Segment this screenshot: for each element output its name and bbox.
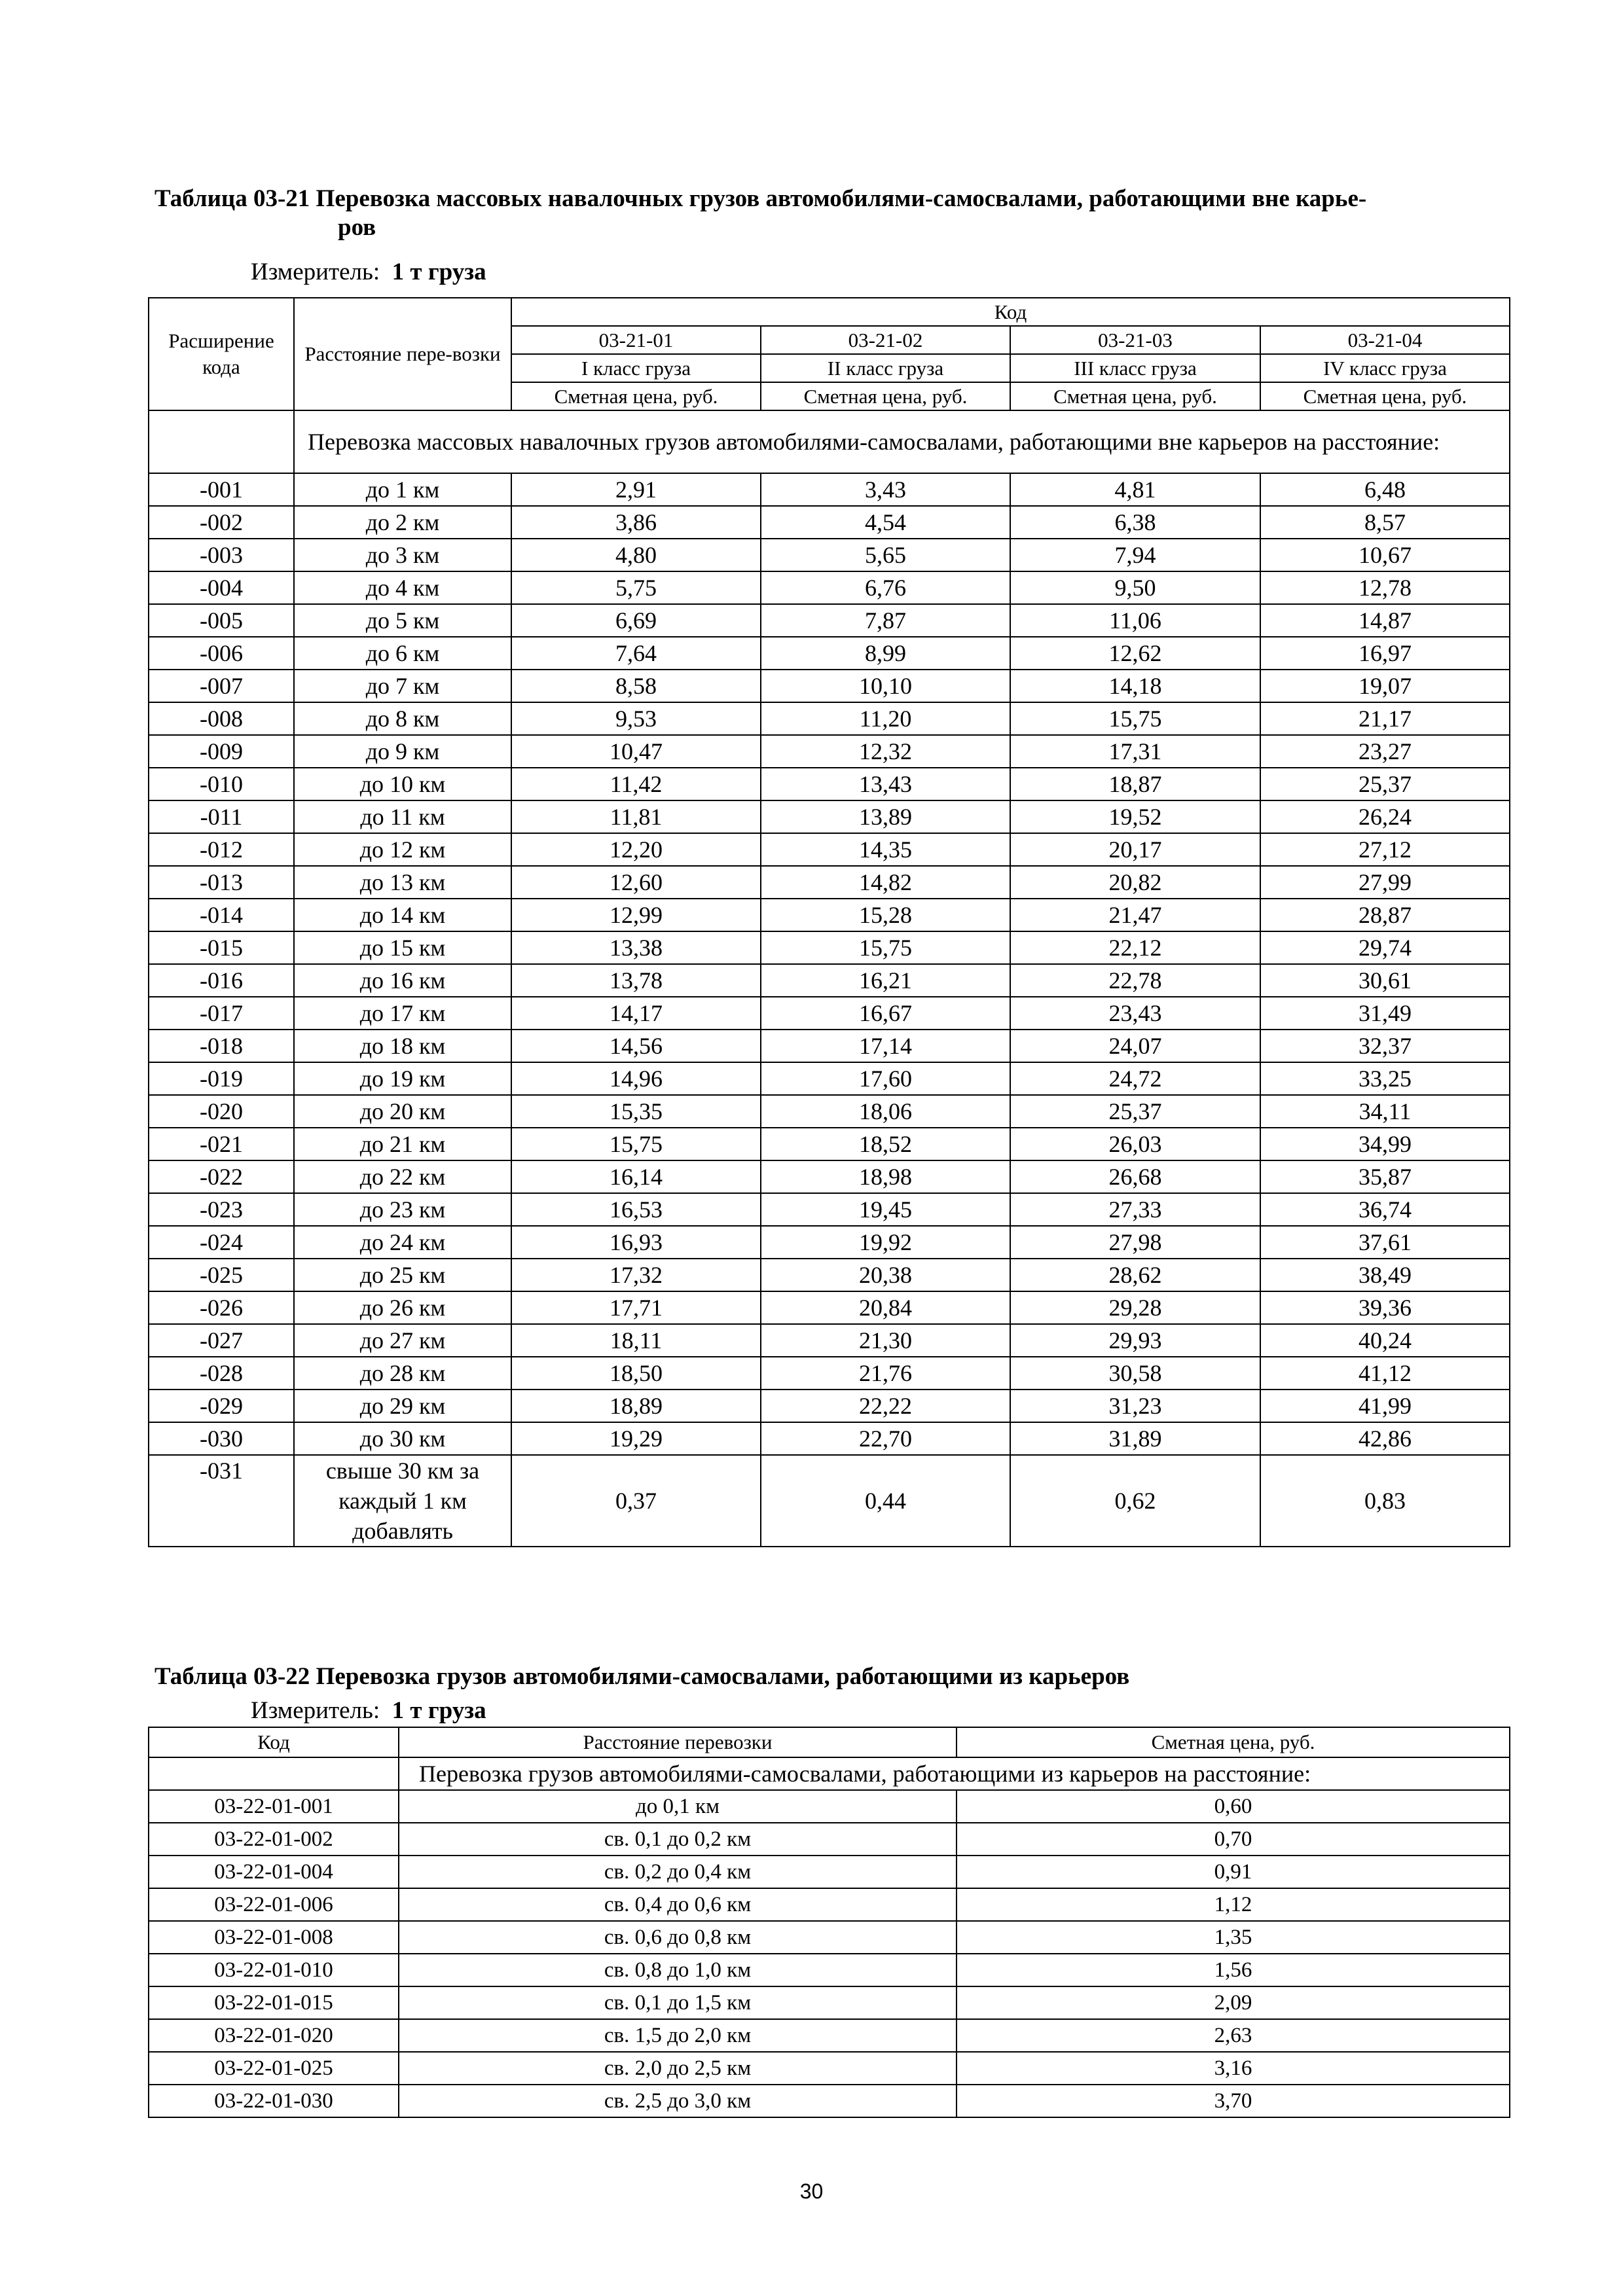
row-distance: св. 0,8 до 1,0 км bbox=[399, 1954, 957, 1986]
header-price-cell: Сметная цена, руб. bbox=[1260, 382, 1510, 410]
table-row bbox=[149, 899, 1510, 931]
row-price: 11,81 bbox=[511, 800, 761, 833]
row-price: 0,62 bbox=[1010, 1455, 1260, 1547]
table-03-21-title bbox=[155, 185, 1529, 242]
row-distance: до 22 км bbox=[294, 1160, 511, 1193]
row-price: 26,03 bbox=[1010, 1128, 1260, 1160]
row-distance: до 5 км bbox=[294, 604, 511, 637]
row-code: 03-22-01-008 bbox=[149, 1921, 399, 1954]
row-price: 15,75 bbox=[1010, 702, 1260, 735]
row-price: 0,70 bbox=[957, 1823, 1510, 1856]
header-code-cell: 03-21-02 bbox=[761, 326, 1010, 354]
row-price: 6,69 bbox=[511, 604, 761, 637]
row-price: 7,87 bbox=[761, 604, 1010, 637]
row-price: 15,75 bbox=[511, 1128, 761, 1160]
row-price: 39,36 bbox=[1260, 1291, 1510, 1324]
table-row bbox=[149, 1128, 1510, 1160]
row-distance: до 26 км bbox=[294, 1291, 511, 1324]
table-row bbox=[149, 1986, 1510, 2019]
row-code: -011 bbox=[149, 800, 294, 833]
row-distance: до 27 км bbox=[294, 1324, 511, 1357]
row-code: 03-22-01-030 bbox=[149, 2085, 399, 2117]
row-price: 5,65 bbox=[761, 539, 1010, 571]
row-price: 4,54 bbox=[761, 506, 1010, 539]
table-row bbox=[149, 506, 1510, 539]
row-price: 10,10 bbox=[761, 670, 1010, 702]
row-price: 11,42 bbox=[511, 768, 761, 800]
row-code: 03-22-01-015 bbox=[149, 1986, 399, 2019]
row-code: -008 bbox=[149, 702, 294, 735]
row-distance: до 17 км bbox=[294, 997, 511, 1030]
table-row bbox=[149, 964, 1510, 997]
table-row bbox=[149, 2019, 1510, 2052]
row-code: -012 bbox=[149, 833, 294, 866]
row-price: 18,06 bbox=[761, 1095, 1010, 1128]
row-price: 17,31 bbox=[1010, 735, 1260, 768]
row-price: 8,58 bbox=[511, 670, 761, 702]
table-row bbox=[149, 571, 1510, 604]
row-distance: до 29 км bbox=[294, 1390, 511, 1422]
row-price: 19,52 bbox=[1010, 800, 1260, 833]
row-price: 27,99 bbox=[1260, 866, 1510, 899]
row-code: 03-22-01-002 bbox=[149, 1823, 399, 1856]
row-price: 18,98 bbox=[761, 1160, 1010, 1193]
row-distance: св. 0,6 до 0,8 км bbox=[399, 1921, 957, 1954]
section-caption: Перевозка массовых навалочных грузов автомобилями-самосвалами, работающими вне карьеров на расстояние: bbox=[294, 410, 1510, 473]
table-row bbox=[149, 1062, 1510, 1095]
row-distance: до 11 км bbox=[294, 800, 511, 833]
row-distance: до 23 км bbox=[294, 1193, 511, 1226]
table-row bbox=[149, 1160, 1510, 1193]
title-line-2: ров bbox=[338, 214, 376, 241]
header-price-cell: Сметная цена, руб. bbox=[511, 382, 761, 410]
row-price: 19,29 bbox=[511, 1422, 761, 1455]
row-price: 27,98 bbox=[1010, 1226, 1260, 1259]
row-price: 24,72 bbox=[1010, 1062, 1260, 1095]
table-row bbox=[149, 800, 1510, 833]
table-row bbox=[149, 637, 1510, 670]
row-code: -013 bbox=[149, 866, 294, 899]
header-code-cell: 03-21-01 bbox=[511, 326, 761, 354]
row-price: 19,92 bbox=[761, 1226, 1010, 1259]
row-code: -018 bbox=[149, 1030, 294, 1062]
title-line: Таблица 03-22 Перевозка грузов автомобилями-самосвалами, работающими из карьеров bbox=[155, 1663, 1130, 1690]
row-code: -003 bbox=[149, 539, 294, 571]
row-code: -002 bbox=[149, 506, 294, 539]
row-distance: до 21 км bbox=[294, 1128, 511, 1160]
table-row bbox=[149, 2052, 1510, 2085]
table-row bbox=[149, 670, 1510, 702]
row-price: 23,43 bbox=[1010, 997, 1260, 1030]
row-distance: св. 0,4 до 0,6 км bbox=[399, 1888, 957, 1921]
row-distance: до 28 км bbox=[294, 1357, 511, 1390]
table-row bbox=[149, 1357, 1510, 1390]
measure-label: Измеритель: bbox=[251, 259, 380, 285]
row-distance: свыше 30 км за каждый 1 км добавлять bbox=[294, 1455, 511, 1547]
row-code: -029 bbox=[149, 1390, 294, 1422]
row-price: 35,87 bbox=[1260, 1160, 1510, 1193]
row-distance: до 1 км bbox=[294, 473, 511, 506]
row-code: -019 bbox=[149, 1062, 294, 1095]
row-price: 13,43 bbox=[761, 768, 1010, 800]
row-price: 5,75 bbox=[511, 571, 761, 604]
table-03-22 bbox=[148, 1727, 1510, 2118]
header-price-cell: Сметная цена, руб. bbox=[1010, 382, 1260, 410]
row-distance: до 7 км bbox=[294, 670, 511, 702]
row-price: 6,76 bbox=[761, 571, 1010, 604]
header-code-cell: 03-21-04 bbox=[1260, 326, 1510, 354]
row-price: 2,09 bbox=[957, 1986, 1510, 2019]
row-price: 8,57 bbox=[1260, 506, 1510, 539]
row-price: 3,70 bbox=[957, 2085, 1510, 2117]
row-distance: св. 0,1 до 0,2 км bbox=[399, 1823, 957, 1856]
row-price: 30,61 bbox=[1260, 964, 1510, 997]
row-price: 6,38 bbox=[1010, 506, 1260, 539]
row-price: 11,20 bbox=[761, 702, 1010, 735]
row-distance: св. 0,1 до 1,5 км bbox=[399, 1986, 957, 2019]
row-price: 31,23 bbox=[1010, 1390, 1260, 1422]
row-price: 41,12 bbox=[1260, 1357, 1510, 1390]
row-price: 4,81 bbox=[1010, 473, 1260, 506]
header-code: Код bbox=[511, 298, 1510, 326]
row-price: 18,89 bbox=[511, 1390, 761, 1422]
table-row bbox=[149, 473, 1510, 506]
row-price: 14,17 bbox=[511, 997, 761, 1030]
row-price: 29,28 bbox=[1010, 1291, 1260, 1324]
row-code: -021 bbox=[149, 1128, 294, 1160]
row-price: 16,67 bbox=[761, 997, 1010, 1030]
row-distance: св. 1,5 до 2,0 км bbox=[399, 2019, 957, 2052]
row-price: 16,93 bbox=[511, 1226, 761, 1259]
row-price: 12,20 bbox=[511, 833, 761, 866]
header-distance: Расстояние пере-возки bbox=[294, 298, 511, 410]
table-row bbox=[149, 1856, 1510, 1888]
row-price: 20,82 bbox=[1010, 866, 1260, 899]
table-row bbox=[149, 1291, 1510, 1324]
table-row bbox=[149, 1226, 1510, 1259]
row-code: -016 bbox=[149, 964, 294, 997]
row-distance: до 3 км bbox=[294, 539, 511, 571]
table-03-22-measure bbox=[251, 1696, 486, 1725]
row-price: 14,18 bbox=[1010, 670, 1260, 702]
row-distance: до 12 км bbox=[294, 833, 511, 866]
row-price: 16,14 bbox=[511, 1160, 761, 1193]
row-price: 16,21 bbox=[761, 964, 1010, 997]
row-code: -007 bbox=[149, 670, 294, 702]
row-price: 2,63 bbox=[957, 2019, 1510, 2052]
header-code: Код bbox=[149, 1727, 399, 1757]
row-price: 20,38 bbox=[761, 1259, 1010, 1291]
row-code: 03-22-01-006 bbox=[149, 1888, 399, 1921]
row-price: 30,58 bbox=[1010, 1357, 1260, 1390]
row-price: 29,74 bbox=[1260, 931, 1510, 964]
header-row-1 bbox=[149, 298, 1510, 326]
row-price: 20,84 bbox=[761, 1291, 1010, 1324]
row-distance: до 16 км bbox=[294, 964, 511, 997]
row-price: 12,99 bbox=[511, 899, 761, 931]
row-price: 22,78 bbox=[1010, 964, 1260, 997]
row-price: 1,56 bbox=[957, 1954, 1510, 1986]
table-row bbox=[149, 604, 1510, 637]
header-price-cell: Сметная цена, руб. bbox=[761, 382, 1010, 410]
row-price: 16,53 bbox=[511, 1193, 761, 1226]
table-row bbox=[149, 702, 1510, 735]
row-code: -009 bbox=[149, 735, 294, 768]
table-row bbox=[149, 735, 1510, 768]
row-price: 18,11 bbox=[511, 1324, 761, 1357]
row-code: -020 bbox=[149, 1095, 294, 1128]
table-row bbox=[149, 1030, 1510, 1062]
row-price: 33,25 bbox=[1260, 1062, 1510, 1095]
table-row bbox=[149, 1954, 1510, 1986]
row-price: 7,94 bbox=[1010, 539, 1260, 571]
table-row bbox=[149, 1390, 1510, 1422]
row-code: -031 bbox=[149, 1455, 294, 1547]
row-price: 31,49 bbox=[1260, 997, 1510, 1030]
row-distance: св. 2,5 до 3,0 км bbox=[399, 2085, 957, 2117]
row-price: 22,70 bbox=[761, 1422, 1010, 1455]
table-row bbox=[149, 1259, 1510, 1291]
row-price: 8,99 bbox=[761, 637, 1010, 670]
row-price: 22,22 bbox=[761, 1390, 1010, 1422]
row-price: 24,07 bbox=[1010, 1030, 1260, 1062]
table-row bbox=[149, 931, 1510, 964]
row-price: 9,53 bbox=[511, 702, 761, 735]
row-distance: до 2 км bbox=[294, 506, 511, 539]
row-distance: до 20 км bbox=[294, 1095, 511, 1128]
row-price: 14,35 bbox=[761, 833, 1010, 866]
table-row bbox=[149, 833, 1510, 866]
row-price: 34,99 bbox=[1260, 1128, 1510, 1160]
row-price: 17,14 bbox=[761, 1030, 1010, 1062]
row-distance: до 10 км bbox=[294, 768, 511, 800]
table-row bbox=[149, 1324, 1510, 1357]
row-code: -028 bbox=[149, 1357, 294, 1390]
table-row bbox=[149, 1095, 1510, 1128]
measure-label: Измеритель: bbox=[251, 1697, 380, 1724]
row-price: 37,61 bbox=[1260, 1226, 1510, 1259]
row-price: 19,45 bbox=[761, 1193, 1010, 1226]
row-price: 13,78 bbox=[511, 964, 761, 997]
row-price: 14,56 bbox=[511, 1030, 761, 1062]
row-price: 7,64 bbox=[511, 637, 761, 670]
section-caption: Перевозка грузов автомобилями-самосвалами, работающими из карьеров на расстояние: bbox=[399, 1757, 1510, 1790]
section-empty-cell bbox=[149, 1757, 399, 1790]
row-price: 14,87 bbox=[1260, 604, 1510, 637]
row-price: 21,17 bbox=[1260, 702, 1510, 735]
page-number: 30 bbox=[799, 2179, 824, 2203]
table-row bbox=[149, 2085, 1510, 2117]
row-price: 6,48 bbox=[1260, 473, 1510, 506]
row-price: 19,07 bbox=[1260, 670, 1510, 702]
table-row bbox=[149, 1790, 1510, 1823]
row-price: 26,68 bbox=[1010, 1160, 1260, 1193]
row-distance: до 4 км bbox=[294, 571, 511, 604]
row-price: 15,28 bbox=[761, 899, 1010, 931]
row-distance: до 14 км bbox=[294, 899, 511, 931]
row-price: 0,91 bbox=[957, 1856, 1510, 1888]
row-price: 20,17 bbox=[1010, 833, 1260, 866]
header-row bbox=[149, 1727, 1510, 1757]
row-price: 3,16 bbox=[957, 2052, 1510, 2085]
row-price: 2,91 bbox=[511, 473, 761, 506]
row-distance: до 30 км bbox=[294, 1422, 511, 1455]
row-price: 17,60 bbox=[761, 1062, 1010, 1095]
row-price: 29,93 bbox=[1010, 1324, 1260, 1357]
row-code: 03-22-01-020 bbox=[149, 2019, 399, 2052]
row-price: 36,74 bbox=[1260, 1193, 1510, 1226]
row-price: 18,52 bbox=[761, 1128, 1010, 1160]
row-price: 9,50 bbox=[1010, 571, 1260, 604]
row-code: -024 bbox=[149, 1226, 294, 1259]
row-price: 0,83 bbox=[1260, 1455, 1510, 1547]
row-code: -017 bbox=[149, 997, 294, 1030]
row-distance: до 24 км bbox=[294, 1226, 511, 1259]
row-price: 31,89 bbox=[1010, 1422, 1260, 1455]
row-distance: до 25 км bbox=[294, 1259, 511, 1291]
row-price: 1,12 bbox=[957, 1888, 1510, 1921]
row-price: 3,86 bbox=[511, 506, 761, 539]
table-row-last bbox=[149, 1455, 1510, 1547]
section-empty-cell bbox=[149, 410, 294, 473]
header-class-cell: II класс груза bbox=[761, 354, 1010, 382]
table-row bbox=[149, 1888, 1510, 1921]
row-price: 1,35 bbox=[957, 1921, 1510, 1954]
row-code: -022 bbox=[149, 1160, 294, 1193]
table-row bbox=[149, 1823, 1510, 1856]
row-code: -030 bbox=[149, 1422, 294, 1455]
row-distance: до 18 км bbox=[294, 1030, 511, 1062]
table-row bbox=[149, 768, 1510, 800]
header-class-cell: IV класс груза bbox=[1260, 354, 1510, 382]
table-row bbox=[149, 1921, 1510, 1954]
row-price: 21,47 bbox=[1010, 899, 1260, 931]
row-price: 12,62 bbox=[1010, 637, 1260, 670]
row-price: 12,78 bbox=[1260, 571, 1510, 604]
table-row bbox=[149, 539, 1510, 571]
row-distance: до 13 км bbox=[294, 866, 511, 899]
row-code: -014 bbox=[149, 899, 294, 931]
row-price: 0,60 bbox=[957, 1790, 1510, 1823]
table-row bbox=[149, 1422, 1510, 1455]
row-price: 10,47 bbox=[511, 735, 761, 768]
header-class-cell: III класс груза bbox=[1010, 354, 1260, 382]
row-price: 13,89 bbox=[761, 800, 1010, 833]
row-distance: св. 0,2 до 0,4 км bbox=[399, 1856, 957, 1888]
row-code: 03-22-01-010 bbox=[149, 1954, 399, 1986]
row-distance: до 8 км bbox=[294, 702, 511, 735]
row-distance: до 9 км bbox=[294, 735, 511, 768]
row-price: 18,87 bbox=[1010, 768, 1260, 800]
row-code: -025 bbox=[149, 1259, 294, 1291]
row-price: 34,11 bbox=[1260, 1095, 1510, 1128]
row-code: -023 bbox=[149, 1193, 294, 1226]
row-price: 13,38 bbox=[511, 931, 761, 964]
row-price: 0,44 bbox=[761, 1455, 1010, 1547]
table-03-21 bbox=[148, 297, 1510, 1547]
table-row bbox=[149, 1193, 1510, 1226]
header-expansion: Расширение кода bbox=[149, 298, 294, 410]
title-line-1: Таблица 03-21 Перевозка массовых навалочных грузов автомобилями-самосвалами, работающими вне карье- bbox=[155, 185, 1367, 212]
row-price: 28,62 bbox=[1010, 1259, 1260, 1291]
row-price: 17,32 bbox=[511, 1259, 761, 1291]
row-code: 03-22-01-001 bbox=[149, 1790, 399, 1823]
row-price: 27,12 bbox=[1260, 833, 1510, 866]
row-price: 27,33 bbox=[1010, 1193, 1260, 1226]
row-price: 11,06 bbox=[1010, 604, 1260, 637]
header-price: Сметная цена, руб. bbox=[957, 1727, 1510, 1757]
row-price: 22,12 bbox=[1010, 931, 1260, 964]
row-price: 15,35 bbox=[511, 1095, 761, 1128]
section-row bbox=[149, 1757, 1510, 1790]
table-03-22-title bbox=[155, 1662, 1529, 1691]
row-price: 14,96 bbox=[511, 1062, 761, 1095]
header-class-cell: I класс груза bbox=[511, 354, 761, 382]
header-distance: Расстояние перевозки bbox=[399, 1727, 957, 1757]
row-price: 42,86 bbox=[1260, 1422, 1510, 1455]
row-price: 23,27 bbox=[1260, 735, 1510, 768]
row-code: -027 bbox=[149, 1324, 294, 1357]
row-distance: до 0,1 км bbox=[399, 1790, 957, 1823]
row-price: 10,67 bbox=[1260, 539, 1510, 571]
row-code: -004 bbox=[149, 571, 294, 604]
row-code: -001 bbox=[149, 473, 294, 506]
row-distance: до 15 км bbox=[294, 931, 511, 964]
row-code: 03-22-01-025 bbox=[149, 2052, 399, 2085]
row-code: -015 bbox=[149, 931, 294, 964]
row-code: 03-22-01-004 bbox=[149, 1856, 399, 1888]
row-price: 3,43 bbox=[761, 473, 1010, 506]
row-code: -010 bbox=[149, 768, 294, 800]
row-price: 32,37 bbox=[1260, 1030, 1510, 1062]
row-price: 28,87 bbox=[1260, 899, 1510, 931]
row-price: 25,37 bbox=[1260, 768, 1510, 800]
row-price: 41,99 bbox=[1260, 1390, 1510, 1422]
row-price: 12,32 bbox=[761, 735, 1010, 768]
row-code: -005 bbox=[149, 604, 294, 637]
row-distance: св. 2,0 до 2,5 км bbox=[399, 2052, 957, 2085]
row-price: 40,24 bbox=[1260, 1324, 1510, 1357]
row-distance: до 19 км bbox=[294, 1062, 511, 1095]
row-price: 16,97 bbox=[1260, 637, 1510, 670]
row-price: 0,37 bbox=[511, 1455, 761, 1547]
table-row bbox=[149, 997, 1510, 1030]
row-price: 17,71 bbox=[511, 1291, 761, 1324]
row-price: 25,37 bbox=[1010, 1095, 1260, 1128]
row-price: 15,75 bbox=[761, 931, 1010, 964]
table-row bbox=[149, 866, 1510, 899]
row-price: 21,76 bbox=[761, 1357, 1010, 1390]
row-price: 12,60 bbox=[511, 866, 761, 899]
measure-value: 1 т груза bbox=[392, 1697, 486, 1724]
row-price: 14,82 bbox=[761, 866, 1010, 899]
measure-value: 1 т груза bbox=[392, 259, 486, 285]
table-03-21-measure bbox=[251, 258, 486, 287]
row-price: 18,50 bbox=[511, 1357, 761, 1390]
section-row bbox=[149, 410, 1510, 473]
row-distance: до 6 км bbox=[294, 637, 511, 670]
row-code: -026 bbox=[149, 1291, 294, 1324]
row-price: 21,30 bbox=[761, 1324, 1010, 1357]
row-code: -006 bbox=[149, 637, 294, 670]
row-price: 26,24 bbox=[1260, 800, 1510, 833]
row-price: 4,80 bbox=[511, 539, 761, 571]
row-price: 38,49 bbox=[1260, 1259, 1510, 1291]
header-code-cell: 03-21-03 bbox=[1010, 326, 1260, 354]
